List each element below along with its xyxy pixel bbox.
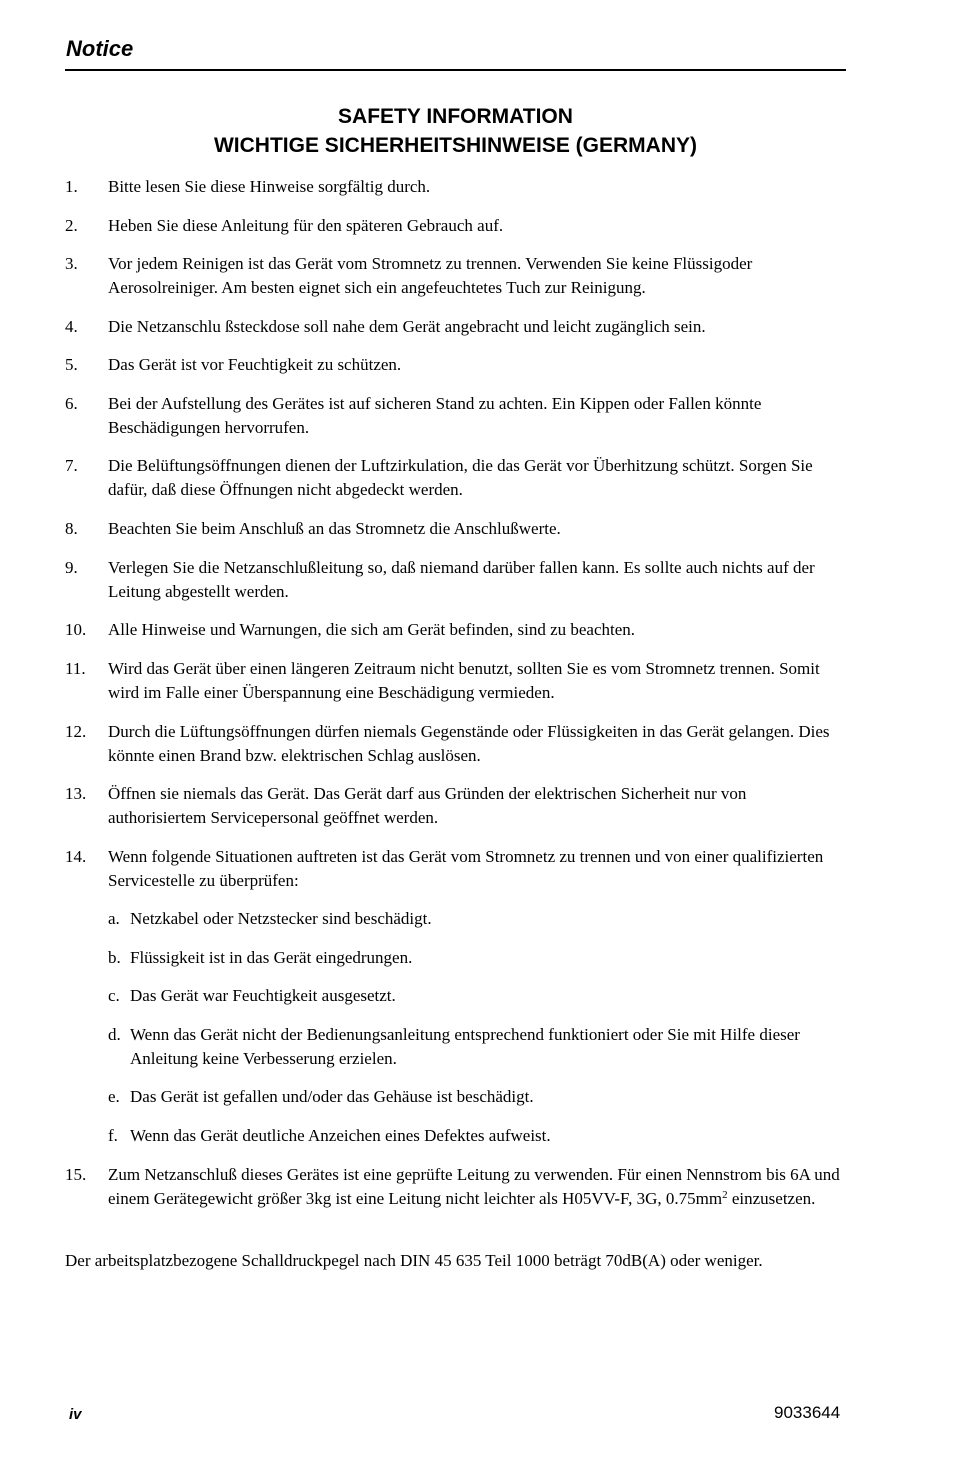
title-line-2: WICHTIGE SICHERHEITSHINWEISE (GERMANY) [213, 134, 697, 157]
sub-list-item-letter: f. [108, 1126, 118, 1145]
sub-list-item-text: Wenn das Gerät nicht der Bedienungsanleitung entsprechend funktioniert oder Sie mit Hilfe dieser Anleitung keine Verbesserung erzielen. [130, 1025, 800, 1068]
sub-list-item-letter: d. [108, 1025, 121, 1044]
list-item-text: Das Gerät ist vor Feuchtigkeit zu schützen. [108, 355, 402, 374]
list-item-number: 9. [65, 558, 78, 577]
page-title [65, 102, 846, 160]
list-item-text: Verlegen Sie die Netzanschlußleitung so, daß niemand darüber fallen kann. Es sollte auch nichts auf der Leitung abgestellt werden. [108, 558, 815, 601]
list-item-text: Bitte lesen Sie diese Hinweise sorgfältig durch. [108, 177, 431, 196]
sub-list-item-letter: a. [108, 909, 120, 928]
list-item-text: Wird das Gerät über einen längeren Zeitraum nicht benutzt, sollten Sie es vom Stromnetz trennen. Somit wird im Falle einer Überspannung eine Beschädigung vermieden. [108, 659, 820, 702]
list-item-number: 4. [65, 317, 78, 336]
document-number: 9033644 [774, 1403, 841, 1422]
list-item-number: 13. [65, 784, 87, 803]
list-item-number: 2. [65, 216, 78, 235]
list-item-number: 8. [65, 519, 78, 538]
list-item-text [108, 1163, 848, 1211]
sub-list-item-text: Flüssigkeit ist in das Gerät eingedrungen. [130, 948, 413, 967]
list-item-text: Heben Sie diese Anleitung für den späteren Gebrauch auf. [108, 216, 504, 235]
sub-list-item-letter: c. [108, 986, 120, 1005]
list-item-text: Die Netzanschlu ßsteckdose soll nahe dem Gerät angebracht und leicht zugänglich sein. [108, 317, 706, 336]
list-item-number: 15. [65, 1165, 87, 1184]
list-item-text: Alle Hinweise und Warnungen, die sich am Gerät befinden, sind zu beachten. [108, 620, 636, 639]
sub-list-item-text: Das Gerät war Feuchtigkeit ausgesetzt. [130, 986, 396, 1005]
list-item-number: 11. [65, 659, 86, 678]
page-number: iv [69, 1406, 82, 1423]
list-item-text: Vor jedem Reinigen ist das Gerät vom Stromnetz zu trennen. Verwenden Sie keine Flüssigoder Aerosolreiniger. Am besten eignet sich ein angefeuchtetes Tuch zur Reinigung. [108, 254, 753, 297]
list-item-text-main: Zum Netzanschluß dieses Gerätes ist eine geprüfte Leitung zu verwenden. Für einen Nennstrom bis 6A und einem Gerätegewicht größer 3kg ist eine Leitung nicht leichter als H05VV-F, 3G, 0.75mm [108, 1165, 840, 1208]
list-item-text: Wenn folgende Situationen auftreten ist das Gerät vom Stromnetz zu trennen und von einer qualifizierten Servicestelle zu überprüfen: [108, 847, 824, 890]
superscript: 2 [722, 1189, 728, 1201]
list-item-text: Bei der Aufstellung des Gerätes ist auf sicheren Stand zu achten. Ein Kippen oder Fallen könnte Beschädigungen hervorrufen. [108, 394, 762, 437]
sub-list-item-text: Wenn das Gerät deutliche Anzeichen eines Defektes aufweist. [130, 1126, 551, 1145]
list-item-text: Beachten Sie beim Anschluß an das Stromnetz die Anschlußwerte. [108, 519, 561, 538]
list-item-number: 14. [65, 847, 87, 866]
list-item-text: Durch die Lüftungsöffnungen dürfen niemals Gegenstände oder Flüssigkeiten in das Gerät gelangen. Dies könnte einen Brand bzw. elektrischen Schlag auslösen. [108, 722, 830, 765]
sub-list-item-text: Netzkabel oder Netzstecker sind beschädigt. [130, 909, 432, 928]
header-divider [65, 69, 846, 71]
list-item-number: 7. [65, 456, 78, 475]
list-item-number: 3. [65, 254, 78, 273]
sub-list-item-text: Das Gerät ist gefallen und/oder das Gehäuse ist beschädigt. [130, 1087, 534, 1106]
title-line-1: SAFETY INFORMATION [338, 105, 573, 128]
list-item-text: Öffnen sie niemals das Gerät. Das Gerät darf aus Gründen der elektrischen Sicherheit nur von authorisiertem Servicepersonal geöffnet werden. [108, 784, 747, 827]
list-item-text: Die Belüftungsöffnungen dienen der Luftzirkulation, die das Gerät vor Überhitzung schützt. Sorgen Sie dafür, daß diese Öffnungen nicht abgedeckt werden. [108, 456, 813, 499]
list-item-text-end: einzusetzen. [727, 1189, 816, 1208]
list-item-number: 10. [65, 620, 87, 639]
list-item-number: 1. [65, 177, 78, 196]
list-item-number: 5. [65, 355, 78, 374]
closing-paragraph: Der arbeitsplatzbezogene Schalldruckpegel nach DIN 45 635 Teil 1000 beträgt 70dB(A) oder weniger. [65, 1251, 763, 1270]
list-item-number: 6. [65, 394, 78, 413]
sub-list-item-letter: b. [108, 948, 121, 967]
list-item-number: 12. [65, 722, 87, 741]
section-title: Notice [66, 36, 134, 61]
sub-list-item-letter: e. [108, 1087, 120, 1106]
